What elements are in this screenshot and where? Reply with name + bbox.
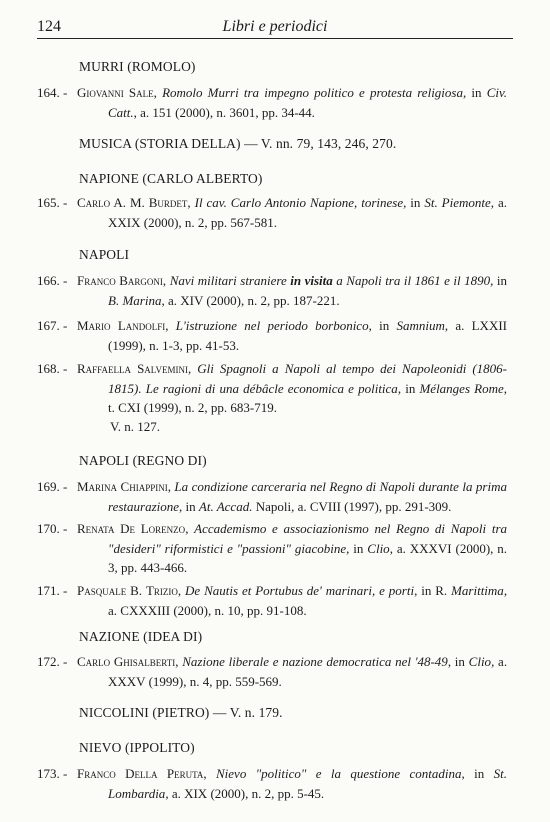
- entry-168: [37, 359, 507, 418]
- entry-title: Navi militari straniere: [169, 273, 287, 288]
- in-word: in: [454, 654, 465, 669]
- in-word: in: [410, 195, 421, 210]
- section-heading-napoli: NAPOLI: [79, 247, 130, 262]
- journal: St. Piemonte: [424, 195, 491, 210]
- author-first: Giovanni: [77, 85, 124, 100]
- author-first: Mario: [77, 318, 111, 333]
- entry-number: 172. -: [37, 654, 68, 669]
- author-last: Ghisalberti: [113, 654, 176, 669]
- journal: St. Lombardia: [108, 766, 508, 801]
- entry-title: Accademismo e associazionismo nel Regno di Napoli tra "desideri" riformistici e "passioni" giacobine: [108, 521, 508, 556]
- author-first: Marina: [77, 479, 118, 494]
- author-last: Burdet: [148, 195, 188, 210]
- entry-body: Pasquale B. Trizio, De Nautis et Portubus de' marinari, e porti, in R. Marittima, a. CXXXIII (2000), n. 10, pp. 91-108.: [77, 583, 508, 618]
- entry-166: [37, 271, 507, 310]
- entry-body: Franco Bargoni, Navi militari straniere in visita a Napoli tra il 1861 e il 1890, in B. Marina, a. XIV (2000), n. 2, pp. 187-221.: [77, 273, 508, 308]
- section-heading-murri: MURRI (ROMOLO): [79, 59, 196, 74]
- entry-title: Nazione liberale e nazione democratica nel '48-49: [182, 654, 448, 669]
- entry-details: a. XXXV (1999), n. 4, pp. 559-569.: [108, 654, 508, 689]
- section-heading-niccolini: NICCOLINI (PIETRO) — V. n. 179.: [79, 705, 283, 720]
- entry-title-cont: a Napoli tra il 1861 e il 1890: [336, 273, 491, 288]
- entry-number: 170. -: [37, 521, 68, 536]
- journal: Mélanges Rome: [419, 380, 504, 396]
- author-first: Carlo A. M.: [77, 195, 145, 210]
- entry-details: a. 151 (2000), n. 3601, pp. 34-44.: [140, 104, 315, 120]
- journal: At. Accad.: [198, 498, 253, 514]
- author-last: Trizio: [145, 583, 178, 598]
- author-last: Della Peruta: [125, 766, 204, 781]
- author-first: Renata: [77, 521, 115, 536]
- header-rule: [37, 38, 513, 39]
- entry-details: a. XXIX (2000), n. 2, pp. 567-581.: [108, 195, 508, 230]
- entry-number: 169. -: [37, 479, 68, 494]
- journal: Marittima: [451, 583, 504, 598]
- entry-title: L'istruzione nel periodo borbonico: [175, 318, 369, 333]
- author-first: Carlo: [77, 654, 111, 669]
- author-first: Raffaella: [77, 361, 132, 376]
- section-heading-musica: MUSICA (STORIA DELLA) — V. nn. 79, 143, 246, 270.: [79, 136, 397, 151]
- author-first: Pasquale B.: [77, 583, 143, 598]
- section-heading-napoli-regno: NAPOLI (REGNO DI): [79, 453, 207, 468]
- in-word: in: [471, 85, 482, 100]
- section-heading-nievo: NIEVO (IPPOLITO): [79, 740, 195, 755]
- page-header: [37, 18, 513, 38]
- in-word: in: [379, 318, 390, 333]
- journal-prefix: R.: [435, 583, 448, 598]
- entry-165: [37, 193, 507, 232]
- entry-body: Renata De Lorenzo, Accademismo e associazionismo nel Regno di Napoli tra "desideri" riformistici e "passioni" giacobine, in Clio, a. XXXVI (2000), n. 3, pp. 443-466.: [77, 521, 508, 575]
- journal: Clio: [468, 654, 492, 669]
- entry-164: [37, 83, 507, 122]
- section-heading-napione: NAPIONE (CARLO ALBERTO): [79, 171, 263, 186]
- entry-details: a. XXXVI (2000), n. 3, pp. 443-466.: [108, 540, 508, 575]
- entry-167: [37, 316, 507, 355]
- author-last: Sale: [128, 85, 154, 100]
- journal: Civ. Catt.: [108, 85, 508, 120]
- in-word: in: [474, 766, 485, 781]
- entry-number: 164. -: [37, 85, 68, 100]
- section-heading-nazione: NAZIONE (IDEA DI): [79, 629, 203, 644]
- entry-body: Raffaella Salvemini, Gli Spagnoli a Napoli al tempo dei Napoleonidi (1806-1815). Le ragioni di una débâcle economica e politica, in Mélanges Rome, t. CXI (1999), n. 2, pp. 683-719.: [77, 361, 508, 415]
- entry-body: Giovanni Sale, Romolo Murri tra impegno politico e protesta religiosa, in Civ. Catt., a. 151 (2000), n. 3601, pp. 34-44.: [77, 85, 508, 120]
- entry-title: La condizione carceraria nel Regno di Napoli durante la prima restaurazione: [108, 479, 507, 514]
- running-title: Libri e periodici: [222, 18, 328, 35]
- entry-number: 173. -: [37, 766, 68, 781]
- entry-details: Napoli, a. CVIII (1997), pp. 291-309.: [255, 498, 452, 514]
- in-word: in: [185, 498, 196, 514]
- entry-title: Romolo Murri tra impegno politico e protesta religiosa: [162, 85, 463, 100]
- author-first: Franco: [77, 273, 116, 288]
- author-last: Salvemini: [137, 361, 188, 376]
- entry-169: [37, 477, 507, 516]
- entry-title: De Nautis et Portubus de' marinari, e porti: [185, 583, 415, 598]
- entry-body: Marina Chiappini, La condizione carceraria nel Regno di Napoli durante la prima restaurazione, in At. Accad. Napoli, a. CVIII (1997), pp. 291-309.: [77, 479, 507, 514]
- journal: Clio: [367, 540, 390, 556]
- author-last: Landolfi: [117, 318, 166, 333]
- entry-details: a. XIV (2000), n. 2, pp. 187-221.: [167, 292, 340, 308]
- entry-number: 165. -: [37, 195, 68, 210]
- in-word: in: [405, 380, 416, 396]
- author-last: Bargoni: [119, 273, 163, 288]
- entry-170: [37, 519, 507, 578]
- entry-body: Franco Della Peruta, Nievo "politico" e la questione contadina, in St. Lombardia, a. XIX (2000), n. 2, pp. 5-45.: [77, 766, 508, 801]
- author-last: Chiappini: [120, 479, 168, 494]
- journal: Samnium: [396, 318, 445, 333]
- entry-number: 171. -: [37, 583, 68, 598]
- entry-number: 166. -: [37, 273, 68, 288]
- entry-title: Gli Spagnoli a Napoli al tempo dei Napoleonidi (1806-1815). Le ragioni di una débâcle economica e politica: [108, 361, 508, 396]
- in-word: in: [421, 583, 432, 598]
- in-word: in: [353, 540, 364, 556]
- author-first: Franco: [77, 766, 116, 781]
- see-also-napoli: V. n. 127.: [110, 419, 160, 434]
- entry-details: t. CXI (1999), n. 2, pp. 683-719.: [108, 400, 277, 415]
- entry-details: a. CXXXIII (2000), n. 10, pp. 91-108.: [108, 602, 307, 618]
- entry-body: Carlo A. M. Burdet, Il cav. Carlo Antonio Napione, torinese, in St. Piemonte, a. XXIX (2000), n. 2, pp. 567-581.: [77, 195, 508, 230]
- entry-172: [37, 652, 507, 691]
- journal: B. Marina: [108, 292, 162, 308]
- entry-title-bold: in visita: [290, 273, 333, 288]
- entry-title: Il cav. Carlo Antonio Napione, torinese: [194, 195, 404, 210]
- entry-details: a. LXXII (1999), n. 1-3, pp. 41-53.: [108, 318, 507, 353]
- entry-number: 168. -: [37, 361, 68, 376]
- entry-body: Carlo Ghisalberti, Nazione liberale e nazione democratica nel '48-49, in Clio, a. XXXV (1999), n. 4, pp. 559-569.: [77, 654, 508, 689]
- page-number: 124: [37, 18, 61, 35]
- entry-body: Mario Landolfi, L'istruzione nel periodo borbonico, in Samnium, a. LXXII (1999), n. 1-3, pp. 41-53.: [77, 318, 507, 353]
- in-word: in: [496, 273, 508, 288]
- author-last: De Lorenzo: [120, 521, 186, 536]
- entry-173: [37, 764, 507, 803]
- entry-number: 167. -: [37, 318, 68, 333]
- entry-171: [37, 581, 507, 620]
- entry-details: a. XIX (2000), n. 2, pp. 5-45.: [171, 785, 325, 801]
- entry-title: Nievo "politico" e la questione contadina: [216, 766, 462, 781]
